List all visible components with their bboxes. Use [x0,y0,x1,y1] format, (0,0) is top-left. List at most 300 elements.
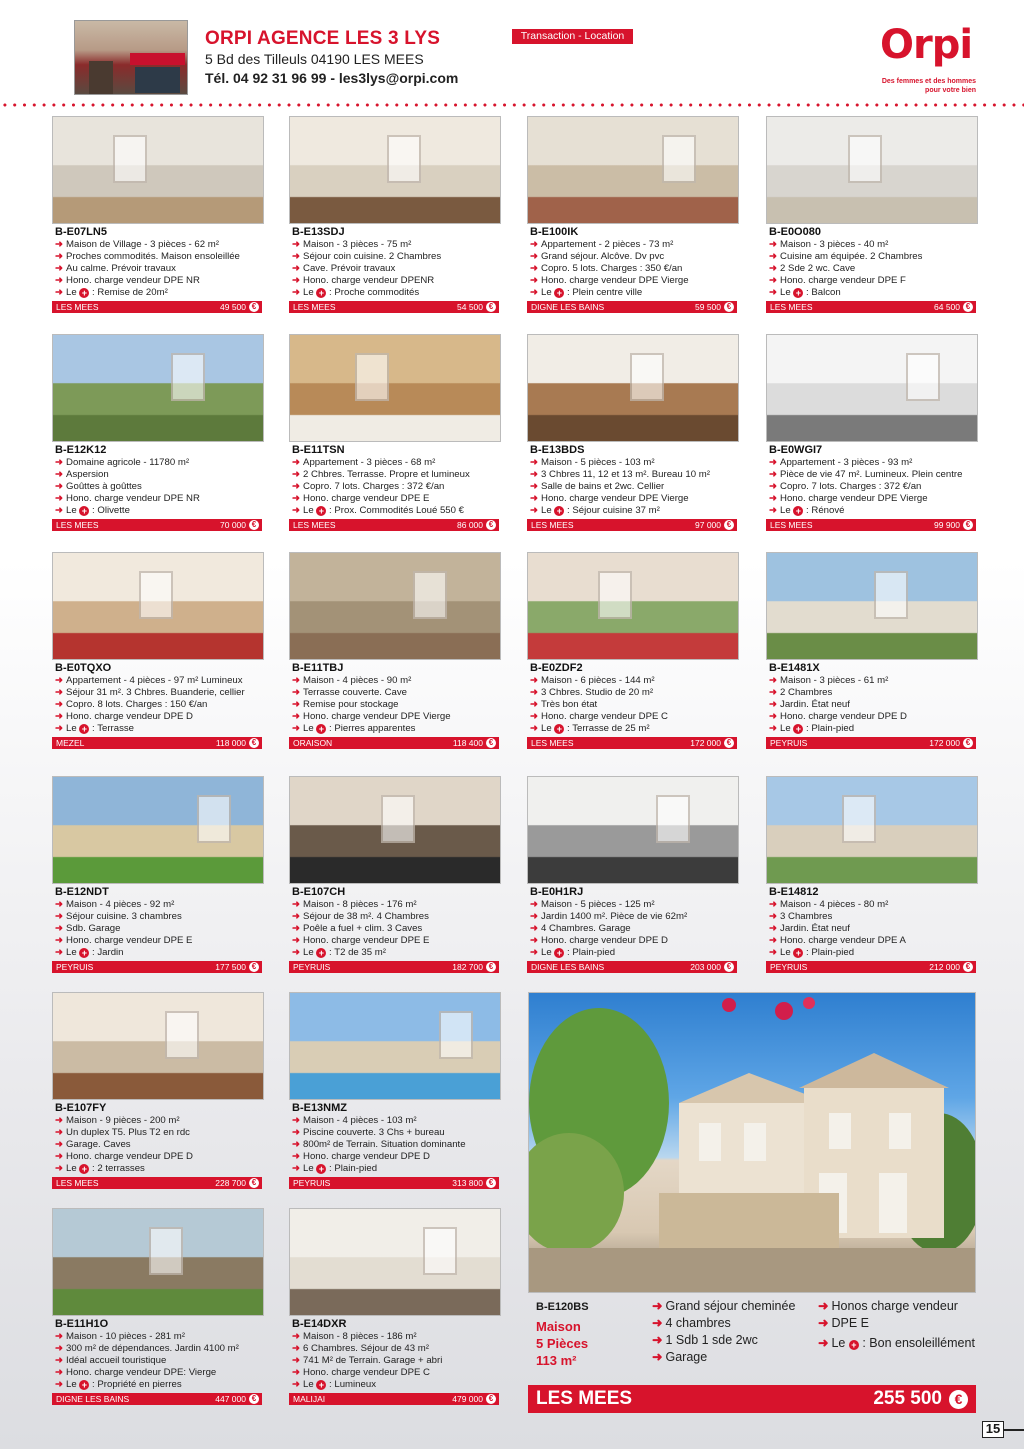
listing-feature-text: Copro. 7 lots. Charges : 372 €/an [303,481,445,492]
listing-highlight [292,1163,500,1175]
highlight-text: : Proche commodités [326,287,420,298]
listing-city: LES MEES [531,738,574,748]
listing-feature-text: Maison - 3 pièces - 75 m² [303,239,412,250]
listing-feature-text: Goûttes à goûttes [66,481,142,492]
listing-ref: B-E13BDS [530,444,585,456]
euro-icon: € [949,1390,968,1409]
arrow-icon: ➜ [530,947,539,958]
featured-price-bar [528,1385,976,1413]
listing-price-bar [527,519,737,531]
highlight-label: Le [303,505,317,516]
listing-feature [292,1367,500,1379]
listing-price-bar [52,737,262,749]
listing-highlight [55,505,263,517]
listing-feature [530,935,738,947]
listing-feature [292,1139,500,1151]
listing-ref: B-E14812 [769,886,819,898]
listing-feature-text: Hono. charge vendeur DPE D [66,711,193,722]
listing-features [292,1331,500,1391]
listing-feature-text: 741 M² de Terrain. Garage + abri [303,1355,443,1366]
listing-features [55,239,263,299]
listing-features [55,899,263,959]
arrow-icon: ➜ [292,1367,301,1378]
listing-photo [527,334,739,442]
listing-city: PEYRUIS [293,1178,331,1188]
featured-listing[interactable] [528,992,976,1413]
listing-feature [769,481,977,493]
listing-highlight [530,505,738,517]
arrow-icon: ➜ [769,469,778,480]
listing-feature-text: Terrasse couverte. Cave [303,687,408,698]
featured-house-illustration [529,993,976,1293]
highlight-label: Le [541,505,555,516]
featured-feature [652,1298,795,1315]
highlight-label: Le [303,287,317,298]
arrow-icon: ➜ [55,481,64,492]
logo-tagline [862,77,976,95]
listing-feature-text: Maison - 3 pièces - 61 m² [780,675,889,686]
listing-feature-text: Garage. Caves [66,1139,131,1150]
listing-city: DIGNE LES BAINS [531,302,605,312]
listing-feature [292,687,500,699]
highlight-text: : Prox. Commodités Loué 550 € [326,505,464,516]
listing-feature-text: Hono. charge vendeur DPE C [303,1367,430,1378]
arrow-icon: ➜ [292,493,301,504]
euro-icon: € [249,1394,259,1404]
listing-price-bar [289,519,499,531]
arrow-icon: ➜ [652,1333,663,1347]
listing-feature-text: Pièce de vie 47 m². Lumineux. Plein centre [780,469,963,480]
listing-feature [292,251,500,263]
arrow-icon: ➜ [530,935,539,946]
plus-icon: + [554,506,564,516]
listing-feature [530,457,738,469]
listing-feature [55,239,263,251]
listing-feature-text: Au calme. Prévoir travaux [66,263,176,274]
highlight-text: : Pierres apparentes [326,723,416,734]
highlight-text: : Propriété en pierres [89,1379,182,1390]
listing-feature [769,699,977,711]
euro-icon: € [963,520,973,530]
arrow-icon: ➜ [769,275,778,286]
listing-feature-text: Maison - 4 pièces - 92 m² [66,899,175,910]
arrow-icon: ➜ [55,675,64,686]
listing-highlight [55,287,263,299]
arrow-icon: ➜ [769,935,778,946]
listing-features [292,457,500,517]
listing-ref: B-E07LN5 [55,226,107,238]
arrow-icon: ➜ [55,687,64,698]
plus-icon: + [554,948,564,958]
listing-feature [530,699,738,711]
euro-icon: € [724,520,734,530]
logo-text: Orpi [880,22,973,68]
arrow-icon: ➜ [292,1127,301,1138]
listing-features [530,457,738,517]
arrow-icon: ➜ [530,505,539,516]
listing-feature-text: 2 Sde 2 wc. Cave [780,263,856,274]
listing-feature [292,275,500,287]
listing-price-bar [289,737,499,749]
highlight-text: : Jardin [89,947,124,958]
photo-window-shape [906,353,940,401]
featured-type: Maison [536,1319,581,1334]
listing-feature [55,1139,263,1151]
highlight-text: : 2 terrasses [89,1163,145,1174]
listing-feature-text: Maison - 4 pièces - 90 m² [303,675,412,686]
arrow-icon: ➜ [769,687,778,698]
arrow-icon: ➜ [530,675,539,686]
listing-feature [292,1115,500,1127]
plus-icon: + [316,724,326,734]
listing-feature [55,699,263,711]
arrow-icon: ➜ [55,911,64,922]
euro-icon: € [963,302,973,312]
listing-highlight [55,947,263,959]
listing-feature [530,899,738,911]
listing-feature-text: Hono. charge vendeur DPENR [303,275,435,286]
listing-ref: B-E0WGI7 [769,444,823,456]
featured-feature-text: 1 Sdb 1 sde 2wc [665,1333,758,1347]
arrow-icon: ➜ [292,1343,301,1354]
listing-price: 182 700 [452,962,483,972]
listing-feature-text: 4 Chambres. Garage [541,923,631,934]
highlight-text: : Lumineux [326,1379,376,1390]
photo-window-shape [630,353,664,401]
listing-city: DIGNE LES BAINS [531,962,605,972]
arrow-icon: ➜ [530,239,539,250]
arrow-icon: ➜ [292,505,301,516]
highlight-text: : Plain-pied [564,947,616,958]
listing-highlight [292,723,500,735]
listing-feature [530,275,738,287]
arrow-icon: ➜ [55,493,64,504]
arrow-icon: ➜ [55,251,64,262]
listing-photo [289,552,501,660]
listing-photo [52,1208,264,1316]
agency-name: ORPI AGENCE LES 3 LYS [205,28,441,49]
arrow-icon: ➜ [818,1299,829,1313]
listing-feature [769,275,977,287]
listing-photo [766,552,978,660]
listing-feature-text: Salle de bains et 2wc. Cellier [541,481,665,492]
listing-price: 97 000 [695,520,721,530]
listing-feature-text: Maison - 4 pièces - 103 m² [303,1115,417,1126]
arrow-icon: ➜ [292,1139,301,1150]
listing-feature [292,469,500,481]
listing-features [769,899,977,959]
listing-price-bar [527,301,737,313]
listing-feature [55,1367,263,1379]
euro-icon: € [249,962,259,972]
listing-feature [769,675,977,687]
listing-feature [530,687,738,699]
listing-feature [292,493,500,505]
listing-feature [292,935,500,947]
arrow-icon: ➜ [769,263,778,274]
featured-rooms: 5 Pièces [536,1336,589,1351]
highlight-text: : Balcon [803,287,841,298]
listing-feature-text: Hono. charge vendeur DPE D [66,1151,193,1162]
listing-feature-text: 3 Chambres [780,911,833,922]
listing-feature [292,481,500,493]
listing-feature-text: Copro. 7 lots. Charges : 372 €/an [780,481,922,492]
highlight-text: : Terrasse [89,723,134,734]
arrow-icon: ➜ [769,899,778,910]
arrow-icon: ➜ [530,469,539,480]
listing-feature [292,1355,500,1367]
listing-feature-text: Séjour cuisine. 3 chambres [66,911,182,922]
listing-city: PEYRUIS [770,738,808,748]
listing-price-bar [52,301,262,313]
listing-price-bar [289,1177,499,1189]
listing-feature [292,239,500,251]
listing-feature-text: Jardin. État neuf [780,923,850,934]
arrow-icon: ➜ [292,675,301,686]
photo-window-shape [662,135,696,183]
listing-feature-text: Un duplex T5. Plus T2 en rdc [66,1127,190,1138]
featured-price: 255 500 [873,1388,942,1409]
highlight-label: Le [780,505,794,516]
euro-icon: € [486,302,496,312]
arrow-icon: ➜ [292,457,301,468]
listing-price: 86 000 [457,520,483,530]
listing-feature [530,481,738,493]
listing-feature-text: Remise pour stockage [303,699,399,710]
listing-city: MEZEL [56,738,85,748]
arrow-icon: ➜ [55,1139,64,1150]
arrow-icon: ➜ [292,251,301,262]
highlight-label: Le [66,1163,80,1174]
listing-feature-text: Hono. charge vendeur DPE: Vierge [66,1367,217,1378]
arrow-icon: ➜ [292,481,301,492]
listing-feature [769,493,977,505]
plus-icon: + [793,948,803,958]
featured-feature [652,1315,795,1332]
arrow-icon: ➜ [292,1331,301,1342]
listing-feature-text: 3 Chbres 11, 12 et 13 m². Bureau 10 m² [541,469,710,480]
listing-feature-text: 800m² de Terrain. Situation dominante [303,1139,466,1150]
listing-feature-text: Proches commodités. Maison ensoleillée [66,251,240,262]
euro-icon: € [724,962,734,972]
listing-feature [530,263,738,275]
plus-icon: + [554,724,564,734]
listing-features [530,899,738,959]
listing-features [530,675,738,735]
listing-feature-text: Hono. charge vendeur DPE Vierge [541,493,689,504]
plus-icon: + [316,1380,326,1390]
listing-photo [289,776,501,884]
plus-icon: + [316,506,326,516]
listing-highlight [55,1163,263,1175]
highlight-text: : Rénové [803,505,845,516]
arrow-icon: ➜ [292,1163,301,1174]
listing-price: 203 000 [690,962,721,972]
listing-price-bar [52,1177,262,1189]
listing-highlight [292,1379,500,1391]
arrow-icon: ➜ [818,1336,829,1350]
listing-highlight [769,287,977,299]
listing-features [55,1331,263,1391]
arrow-icon: ➜ [769,493,778,504]
arrow-icon: ➜ [292,287,301,298]
dotted-divider [0,103,1024,107]
arrow-icon: ➜ [55,275,64,286]
listing-feature-text: Grand séjour. Alcôve. Dv pvc [541,251,665,262]
highlight-text: : Remise de 20m² [89,287,168,298]
featured-feature [818,1298,975,1315]
featured-ref: B-E120BS [536,1301,589,1313]
listing-highlight [292,287,500,299]
listing-feature-text: Maison - 8 pièces - 186 m² [303,1331,417,1342]
arrow-icon: ➜ [55,1331,64,1342]
arrow-icon: ➜ [530,493,539,504]
listing-feature-text: Maison - 3 pièces - 40 m² [780,239,889,250]
plus-icon: + [316,288,326,298]
listing-photo [52,116,264,224]
listing-feature [55,1115,263,1127]
listing-price: 54 500 [457,302,483,312]
featured-photo [528,992,976,1293]
listing-highlight [55,1379,263,1391]
listing-features [292,899,500,959]
listing-feature [55,275,263,287]
listing-highlight [769,505,977,517]
listing-features [292,1115,500,1175]
arrow-icon: ➜ [530,287,539,298]
listing-city: LES MEES [531,520,574,530]
euro-icon: € [724,738,734,748]
arrow-icon: ➜ [55,935,64,946]
euro-icon: € [249,1178,259,1188]
listing-ref: B-E107FY [55,1102,107,1114]
listing-feature [292,1343,500,1355]
arrow-icon: ➜ [769,481,778,492]
arrow-icon: ➜ [55,1379,64,1390]
listing-ref: B-E11TBJ [292,662,344,674]
listing-ref: B-E107CH [292,886,346,898]
tagline-line-1: Des femmes et des hommes [881,78,976,85]
euro-icon: € [486,1394,496,1404]
listing-feature [769,899,977,911]
arrow-icon: ➜ [292,1355,301,1366]
arrow-icon: ➜ [292,699,301,710]
listing-highlight [769,723,977,735]
listing-highlight [292,947,500,959]
arrow-icon: ➜ [652,1350,663,1364]
listing-city: LES MEES [293,302,336,312]
arrow-icon: ➜ [55,1355,64,1366]
listing-price: 172 000 [690,738,721,748]
listing-price: 479 000 [452,1394,483,1404]
euro-icon: € [249,520,259,530]
listing-photo [766,334,978,442]
listing-feature [292,1127,500,1139]
photo-window-shape [439,1011,473,1059]
listing-photo [52,334,264,442]
photo-window-shape [874,571,908,619]
listing-feature [55,711,263,723]
highlight-label: Le [66,505,80,516]
listing-features [769,239,977,299]
arrow-icon: ➜ [292,1115,301,1126]
plus-icon: + [79,1164,89,1174]
listing-feature [530,675,738,687]
photo-window-shape [413,571,447,619]
listing-feature [530,711,738,723]
plus-icon: + [79,506,89,516]
arrow-icon: ➜ [55,1151,64,1162]
listing-feature-text: Sdb. Garage [66,923,121,934]
featured-features-col1 [652,1298,795,1366]
highlight-label: Le [303,1379,317,1390]
listing-price: 118 000 [215,738,246,748]
listing-highlight [55,723,263,735]
listing-feature-text: Hono. charge vendeur DPE E [303,935,430,946]
listing-feature [55,687,263,699]
listing-highlight [292,505,500,517]
arrow-icon: ➜ [292,899,301,910]
listing-feature-text: Poêle a fuel + clim. 3 Caves [303,923,423,934]
listing-city: LES MEES [56,520,99,530]
listing-feature-text: Maison - 5 pièces - 125 m² [541,899,655,910]
listing-feature [292,675,500,687]
arrow-icon: ➜ [55,699,64,710]
listing-feature-text: Hono. charge vendeur DPE E [303,493,430,504]
listing-features [55,1115,263,1175]
listing-feature [55,899,263,911]
featured-summary [536,1318,588,1369]
photo-window-shape [355,353,389,401]
photo-window-shape [842,795,876,843]
highlight-text: : Plain-pied [803,947,855,958]
highlight-text: : Terrasse de 25 m² [564,723,650,734]
listing-feature-text: Aspersion [66,469,109,480]
listing-feature-text: Hono. charge vendeur DPE A [780,935,906,946]
arrow-icon: ➜ [292,911,301,922]
arrow-icon: ➜ [55,947,64,958]
listing-feature-text: Séjour de 38 m². 4 Chambres [303,911,429,922]
listing-city: LES MEES [770,520,813,530]
featured-features-col2 [818,1298,975,1352]
euro-icon: € [963,738,973,748]
arrow-icon: ➜ [292,723,301,734]
listing-feature-text: Hono. charge vendeur DPE D [303,1151,430,1162]
listing-feature-text: Appartement - 4 pièces - 97 m² Lumineux [66,675,243,686]
listing-price-bar [766,301,976,313]
arrow-icon: ➜ [769,457,778,468]
arrow-icon: ➜ [769,287,778,298]
listing-photo [52,992,264,1100]
plus-icon: + [793,506,803,516]
listing-photo [527,776,739,884]
listing-ref: B-E14DXR [292,1318,347,1330]
listing-price: 99 900 [934,520,960,530]
listing-feature-text: Hono. charge vendeur DPE D [780,711,907,722]
plus-icon: + [793,288,803,298]
listing-ref: B-E12NDT [55,886,109,898]
listing-price-bar [52,961,262,973]
arrow-icon: ➜ [530,481,539,492]
listing-price: 177 500 [215,962,246,972]
listing-feature-text: Séjour coin cuisine. 2 Chambres [303,251,442,262]
arrow-icon: ➜ [55,723,64,734]
listing-price: 49 500 [220,302,246,312]
highlight-label: Le [303,723,317,734]
listing-city: LES MEES [770,302,813,312]
listing-feature [769,923,977,935]
listing-ref: B-E0ZDF2 [530,662,583,674]
